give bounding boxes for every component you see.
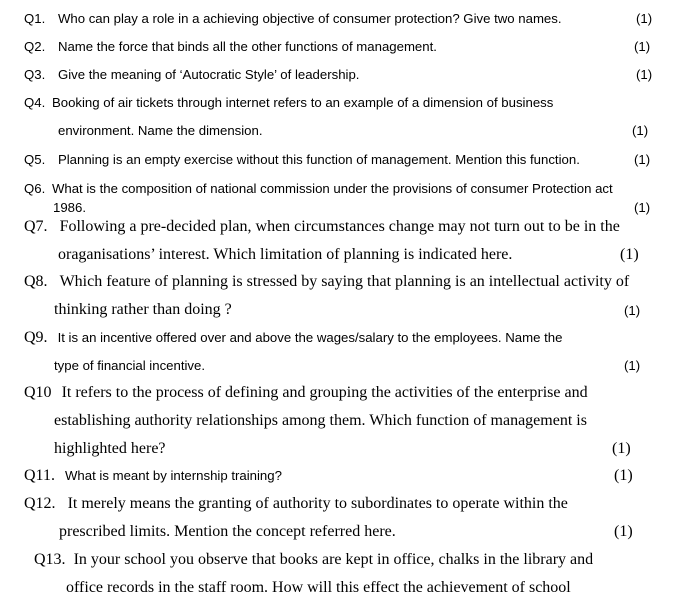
question-text-continued: oraganisations’ interest. Which limitation of planning is indicated here.: [58, 246, 513, 263]
question-text: It refers to the process of defining and grouping the activities of the enterprise and: [61, 384, 588, 401]
question-text: What is meant by internship training?: [64, 468, 282, 483]
question-q3: [24, 68, 359, 81]
question-number: Q4.: [24, 95, 46, 110]
question-number: Q8.: [24, 273, 48, 290]
question-q9: [24, 330, 562, 346]
question-marks: (1): [620, 246, 639, 263]
question-text-continued: office records in the staff room. How will this effect the achievement of school: [66, 579, 571, 596]
question-q8: [24, 274, 629, 290]
question-text-continued: highlighted here?: [54, 440, 166, 457]
question-text-continued: prescribed limits. Mention the concept referred here.: [59, 523, 396, 540]
question-text-continued: thinking rather than doing ?: [54, 301, 232, 318]
question-text-continued: establishing authority relationships among them. Which function of management is: [54, 412, 587, 429]
question-number: Q13.: [34, 551, 66, 568]
question-q7: [24, 219, 620, 235]
question-number: Q10: [24, 384, 52, 401]
question-text: It merely means the granting of authority to subordinates to operate within the: [67, 495, 568, 512]
question-q11: [24, 468, 282, 484]
question-q4: [24, 96, 553, 109]
question-number: Q6.: [24, 181, 46, 196]
question-q12: [24, 496, 568, 512]
question-marks: (1): [624, 358, 641, 373]
question-marks: (1): [634, 39, 651, 54]
question-q13: [34, 552, 593, 568]
question-marks: (1): [612, 440, 631, 457]
question-number: Q12.: [24, 495, 56, 512]
question-marks: (1): [636, 67, 653, 82]
question-marks: (1): [614, 523, 633, 540]
question-number: Q1.: [24, 11, 46, 26]
question-text: What is the composition of national commission under the provisions of consumer Protection act: [51, 181, 613, 196]
question-number: Q2.: [24, 39, 46, 54]
question-marks: (1): [636, 11, 653, 26]
question-marks: (1): [634, 152, 651, 167]
question-q2: [24, 40, 437, 53]
question-number: Q11.: [24, 467, 55, 484]
question-text: Who can play a role in a achieving objective of consumer protection? Give two names.: [57, 11, 562, 26]
question-text: Which feature of planning is stressed by saying that planning is an intellectual activity of: [59, 273, 630, 290]
question-text: Booking of air tickets through internet refers to an example of a dimension of business: [51, 95, 554, 110]
question-number: Q9.: [24, 329, 48, 346]
question-number: Q7.: [24, 218, 48, 235]
question-q5: [24, 153, 580, 166]
question-text-continued: environment. Name the dimension.: [58, 123, 263, 138]
question-text-continued: type of financial incentive.: [54, 358, 206, 373]
question-text: Following a pre-decided plan, when circumstances change may not turn out to be in the: [59, 218, 620, 235]
question-text: In your school you observe that books are kept in office, chalks in the library and: [73, 551, 594, 568]
question-text: It is an incentive offered over and above the wages/salary to the employees. Name the: [57, 330, 563, 345]
question-marks: (1): [624, 303, 641, 318]
question-marks: (1): [632, 123, 649, 138]
question-number: Q3.: [24, 67, 46, 82]
question-marks: (1): [614, 467, 633, 484]
question-text: Give the meaning of ‘Autocratic Style’ of leadership.: [57, 67, 360, 82]
question-text: Planning is an empty exercise without this function of management. Mention this function.: [57, 152, 580, 167]
question-number: Q5.: [24, 152, 46, 167]
question-q10: [24, 385, 588, 401]
question-q1: [24, 12, 562, 25]
question-q6: [24, 182, 613, 195]
question-text: Name the force that binds all the other functions of management.: [57, 39, 437, 54]
question-marks: (1): [634, 200, 651, 215]
question-text-continued: 1986.: [53, 200, 87, 215]
